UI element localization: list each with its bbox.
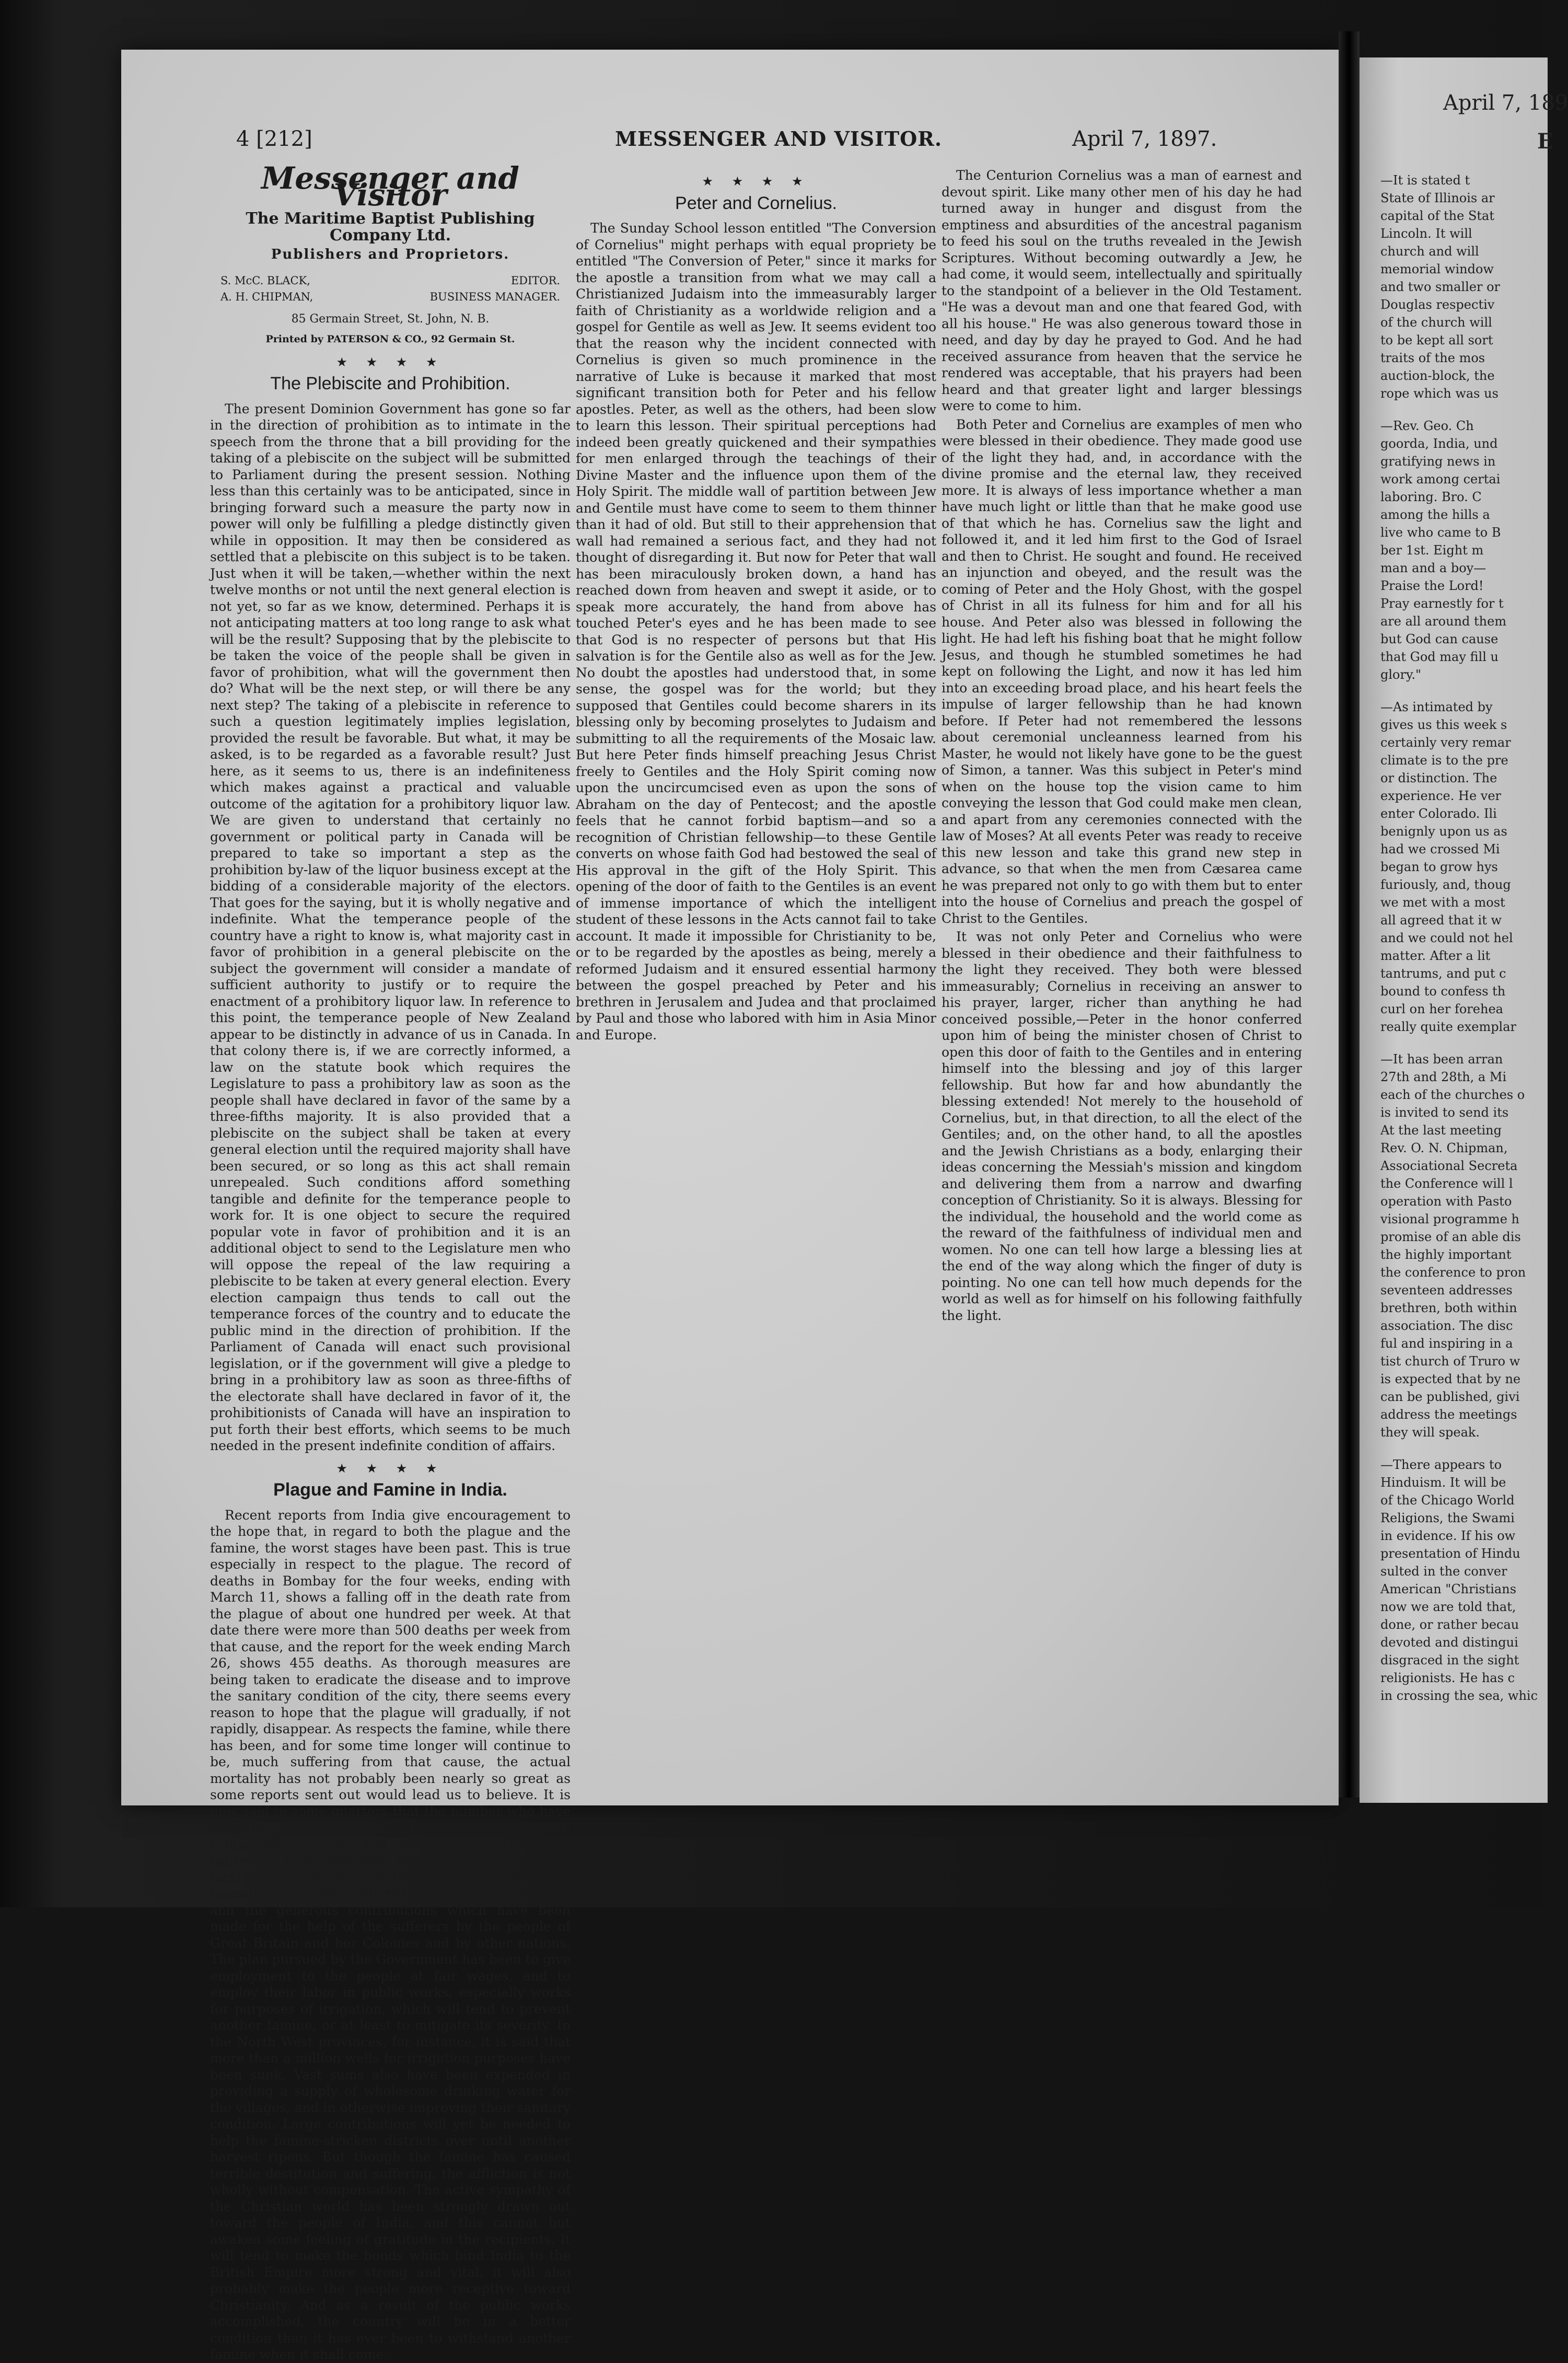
facing-page-line: disgraced in the sight [1380, 1653, 1519, 1667]
facing-page-line: address the meetings [1380, 1407, 1517, 1422]
facing-page-line: man and a boy— [1380, 561, 1486, 575]
facing-page-line: religionists. He has c [1380, 1671, 1515, 1685]
facing-page-line: began to grow hys [1380, 860, 1498, 874]
facing-page-line: visional programme h [1380, 1212, 1519, 1226]
article-paragraph: It was not only Peter and Cornelius who were blessed in their obedience and their faithfulness to the light they received. They both were blessed immeasurably; Cornelius in receiving an answer to his prayer, larger, richer than anything he had conceived possible,—Peter in the honor conferred upon him of being the minister chosen of Christ to open this door of faith to the Gentiles and in entering himself into the blessing and joy of this larger fellowship. But how far and how abundantly the blessing extended! Not merely to the household of Cornelius, but, in that direction, to all the elect of the Gentiles; and, on the other hand, to all the apostles and the Jewish Christians as a body, enlarging their ideas concerning the Messiah's mission and kingdom and delivering them from a narrow and dwarfing conception of Christianity. So it is always. Blessing for the individual, the household and the world come as the reward of the faithfulness of individual men and women. No one can tell how large a blessing lies at the end of the way along which the finger of duty is pointing. No one can tell how much depends for the world as well as for himself on his following faithfully the light. [942, 929, 1302, 1323]
facing-page-line: ber 1st. Eight m [1380, 543, 1484, 558]
staff-name: S. McC. BLACK, [220, 274, 310, 287]
facing-page-line: had we crossed Mi [1380, 842, 1500, 856]
facing-page-line: in crossing the sea, whic [1380, 1688, 1538, 1703]
facing-page-heading-initial: E [1537, 129, 1553, 154]
facing-page-line: 27th and 28th, a Mi [1380, 1070, 1507, 1084]
article-paragraph: Both Peter and Cornelius are examples of men who were blessed in their obedience. They made good use of the light they had, and, in accordance with the divine promise and the eternal law, they received more. It is always of less importance whether a man have much light or little than that he make good use of that which he has. Cornelius saw the light and followed it, and it led him first to the God of Israel and then to Christ. He sought and found. He received an injunction and obeyed, and the result was the coming of Peter and the Holy Ghost, with the gospel of Christ in all its fulness for him and for all his house. And Peter also was blessed in following the light. He had left his fishing boat that he might follow Jesus, and though he stumbled sometimes he had kept on following the Light, and now it has led him into an exceeding broad place, and his heart feels the impulse of larger fellowship than he had known before. If Peter had not remembered the lessons about ceremonial uncleanness learned from his Master, he would not likely have gone to be the guest of Simon, a tanner. Was this subject in Peter's mind when on the house top the vision came to him conveying the lesson that God could make men clean, and apart from any ceremonies connected with the law of Moses? At all events Peter was ready to receive this new lesson and take this grand new step in advance, so that when the men from Cæsarea came he was prepared not only to go with them but to enter into the house of Cornelius and preach the gospel of Christ to the Gentiles. [942, 416, 1302, 926]
facing-page-line: church and will [1380, 244, 1479, 259]
facing-page-line: or distinction. The [1380, 771, 1497, 785]
facing-page-line: benignly upon us as [1380, 824, 1507, 839]
page-header [121, 127, 1339, 164]
facing-page-line: can be published, givi [1380, 1389, 1520, 1404]
facing-page-line: gratifying news in [1380, 454, 1496, 469]
masthead-printer: Printed by PATERSON & CO., 92 Germain St. [265, 333, 515, 345]
column-2 [576, 167, 936, 1766]
facing-page-line: live who came to B [1380, 525, 1501, 540]
facing-page-line: Hinduism. It will be [1380, 1475, 1506, 1490]
facing-page-line: that God may fill u [1380, 650, 1499, 664]
facing-page-line: to be kept all sort [1380, 333, 1493, 348]
masthead-title: Messenger and Visitor [261, 160, 519, 213]
facing-page-line [1380, 402, 1548, 417]
masthead-company: The Maritime Baptist Publishing Company Ltd. [246, 210, 535, 245]
article-paragraph: The Sunday School lesson entitled "The Conversion of Cornelius" might perhaps with equal propriety be entitled "The Conversion of Peter," since it marks for the apostle a transition from what we may call a Christianized Judaism into the immeasurably larger faith of Christianity as a worldwide religion and a gospel for Gentile as well as Jew. It seems evident too that the reason why the incident connected with Cornelius is given so much prominence in the narrative of Luke is because it marked that most significant transition both for Peter and his fellow apostles. Peter, as well as the others, had been slow to learn this lesson. Their spiritual perceptions had indeed been greatly quickened and their sympathies for men enlarged through the teachings of their Divine Master and the influence upon them of the Holy Spirit. The middle wall of partition between Jew and Gentile must have come to seem to them thinner than it had of old. But still to their apprehension that wall had remained a serious fact, and they had not thought of disregarding it. But now for Peter that wall has been miraculously broken down, a hand has reached down from heaven and swept it aside, or to speak more accurately, the hand from above has touched Peter's eyes and he has been made to see that God is no respecter of persons but that His salvation is for the Gentile also as well as for the Jew. No doubt the apostles had understood that, in some sense, the gospel was for the world; but they supposed that Gentiles could become sharers in its blessing only by becoming proselytes to Judaism and submitting to all the requirements of the Mosaic law. But here Peter finds himself preaching Jesus Christ freely to Gentiles and the Holy Spirit coming now upon the uncircumcised even as upon the sons of Abraham on the day of Pentecost; and the apostle feels that he cannot forbid baptism—and so a recognition of Christian fellowship—to these Gentile converts on whose faith God had bestowed the seal of His approval in the gift of the Holy Spirit. This opening of the door of faith to the Gentiles is an event of immense importance of which the intelligent student of these lessons in the Acts cannot fail to take account. It made it impossible for Christianity to be, or to be regarded by the apostles as being, merely a reformed Judaism and it ensured essential harmony between the gospel preached by Peter and his brethren in Jerusalem and Judea and that proclaimed by Paul and those who labored with him in Asia Minor and Europe. [576, 221, 936, 1042]
column-1 [210, 160, 571, 2362]
facing-page-line: tantrums, and put c [1380, 966, 1506, 981]
facing-page-line: and two smaller or [1380, 280, 1500, 294]
separator-stars: ★ ★ ★ ★ [702, 174, 810, 189]
facing-page-line: matter. After a lit [1380, 948, 1491, 963]
facing-page-line: but God can cause [1380, 632, 1499, 646]
facing-page-line: now we are told that, [1380, 1600, 1516, 1614]
facing-page-line: bound to confess th [1380, 984, 1506, 999]
facing-page-line: and we could not hel [1380, 931, 1513, 945]
facing-page-line: all agreed that it w [1380, 913, 1502, 928]
facing-page-line [1380, 1036, 1548, 1050]
facing-page-line: climate is to the pre [1380, 753, 1508, 768]
facing-page-line: enter Colorado. Ili [1380, 806, 1497, 821]
facing-page-line: of the church will [1380, 315, 1492, 330]
facing-page-line: Douglas respectiv [1380, 297, 1495, 312]
facing-page-date: April 7, 189 [1443, 91, 1568, 115]
article-heading: The Plebiscite and Prohibition. [270, 374, 510, 393]
facing-page-line: —As intimated by [1380, 700, 1493, 714]
facing-page-line: ful and inspiring in a [1380, 1336, 1513, 1351]
staff-role: EDITOR. [510, 274, 560, 287]
staff-manager [210, 289, 571, 306]
newspaper-page [121, 50, 1339, 2362]
facing-page [1360, 57, 1568, 1803]
staff-editor [210, 273, 571, 289]
facing-page-text [1360, 57, 1568, 1705]
article-heading: Peter and Cornelius. [675, 193, 837, 213]
facing-page-line: is invited to send its [1380, 1105, 1509, 1120]
facing-page-line: capital of the Stat [1380, 209, 1494, 223]
article-paragraph: The Centurion Cornelius was a man of earnest and devout spirit. Like many other men of his day he had turned away in hunger and disgust from the emptiness and absurdities of the ancestral paganism to feed his soul on the truths revealed in the Jewish Scriptures. Without becoming outwardly a Jew, he had come, it would seem, intellectually and spiritually to the standpoint of a believer in the Old Testament. "He was a devout man and one that feared God, with all his house." He was also generous toward those in need, and day by day he prayed to God. And he had received assurance from heaven that the service he rendered was acceptable, that his prayers had been heard and that greater light and larger blessings were to come to him. [942, 168, 1302, 413]
facing-page-line: work among certai [1380, 472, 1501, 487]
facing-page-line: Associational Secreta [1380, 1159, 1518, 1173]
facing-page-line: promise of an able dis [1380, 1230, 1521, 1244]
facing-page-line: in evidence. If his ow [1380, 1528, 1516, 1543]
facing-page-line: traits of the mos [1380, 351, 1485, 365]
facing-page-line: really quite exemplar [1380, 1020, 1517, 1034]
issue-date: April 7, 1897. [1072, 127, 1217, 151]
facing-page-line: done, or rather becau [1380, 1617, 1519, 1632]
facing-page-line: certainly very remar [1380, 735, 1511, 750]
facing-page-line: American "Christians [1380, 1582, 1517, 1596]
facing-page-line [1380, 1441, 1548, 1456]
facing-page-line: laboring. Bro. C [1380, 490, 1482, 504]
facing-page-line: brethren, both within [1380, 1301, 1517, 1315]
facing-page-line: tist church of Truro w [1380, 1354, 1520, 1369]
facing-page-line: —There appears to [1380, 1457, 1502, 1472]
publication-title: MESSENGER AND VISITOR. [615, 127, 943, 150]
facing-page-line [1380, 684, 1548, 698]
facing-page-line: association. The disc [1380, 1318, 1513, 1333]
facing-page-line: —It has been arran [1380, 1052, 1503, 1067]
facing-page-line: we met with a most [1380, 895, 1505, 910]
masthead-proprietors: Publishers and Proprietors. [271, 247, 510, 262]
facing-page-line: glory." [1380, 667, 1421, 682]
separator-stars: ★ ★ ★ ★ [336, 354, 445, 369]
staff-role: BUSINESS MANAGER. [429, 291, 560, 303]
facing-page-line: furiously, and, thoug [1380, 877, 1511, 892]
facing-page-line: memorial window [1380, 262, 1494, 276]
facing-page-line: experience. He ver [1380, 789, 1502, 803]
facing-page-line: the conference to pron [1380, 1265, 1526, 1280]
facing-page-line: Lincoln. It will [1380, 226, 1472, 241]
column-3 [942, 167, 1302, 1766]
facing-page-line: —Rev. Geo. Ch [1380, 419, 1474, 433]
facing-page-line: devoted and distingui [1380, 1635, 1518, 1650]
facing-page-line: auction-block, the [1380, 368, 1495, 383]
facing-page-line: —It is stated t [1380, 173, 1470, 188]
facing-page-line: of the Chicago World [1380, 1493, 1515, 1508]
facing-page-line: rope which was us [1380, 386, 1499, 401]
facing-page-line: curl on her forehea [1380, 1002, 1503, 1016]
facing-page-line: Pray earnestly for t [1380, 596, 1504, 611]
facing-page-line: they will speak. [1380, 1425, 1480, 1440]
facing-page-line: the Conference will l [1380, 1176, 1513, 1191]
masthead [210, 160, 571, 348]
article-paragraph: Recent reports from India give encouragement to the hope that, in regard to both the plague and the famine, the worst stages have been past. This is true especially in respect to the plague. The record of deaths in Bombay for the four weeks, ending with March 11, shows a falling off in the death rate from the plague of about one hundred per week. At that date there were more than 500 deaths per week from that cause, and the report for the week ending March 26, shows 455 deaths. As thorough measures are being taken to eradicate the disease and to improve the sanitary condition of the city, there seems every reason to hope that the plague will gradually, if not rapidly, disappear. As respects the famine, while there has been, and for some time longer will continue to be, much suffering from that cause, the actual mortality has not probably been nearly so great as some reports sent out would lead us to believe. It is now said in some quarters that the number who have actually died because of famine has been comparatively small, and that mortality from that cause has now practically ceased. But if this is the fact, it is only because of the vigorous and effective measures of relief, undertaken by the Government, and the generous contributions which have been made for the help of the sufferers by the people of Great Britain and her Colonies and by other nations. The plan pursued by the Government has been to give employment to the people at fair wages, and to employ their labor in public works, especially works for purposes of irrigation, which will tend to prevent another famine, or at least to mitigate its severity. In the North West provinces, for instance, it is said that more than a million wells for irrigation purposes have been sunk. Vast sums also have been expended in providing a supply of wholesome drinking water for the villages, and in otherwise improving their sanitary condition. Large contributions will yet be needed to help the famine-stricken districts over until another harvest ripens. But though the famine has caused terrible destitution and suffering, the affliction is not wholly without compensation. The active sympathy of the Christian world has been strongly drawn out toward the people of India, and this cannot but awaken some feeling of gratitude in the recipients. It will tend to make the bonds which bind India to the British Empire more strong and vital, it will also probably make the people more receptive toward Christianity. And as a result of the public works accomplished, the country will be in a better condition than it has ever been to withstand another famine when it shall come. [210, 1507, 571, 2362]
facing-page-line: Religions, the Swami [1380, 1511, 1515, 1525]
facing-page-line: each of the churches o [1380, 1087, 1525, 1102]
facing-page-line: sulted in the conver [1380, 1564, 1507, 1579]
article-paragraph: The present Dominion Government has gone so far in the direction of prohibition as to intimate in the speech from the throne that a bill providing for the taking of a plebiscite on the subject will be submitted to Parliament during the present session. Nothing less than this certainly was to be anticipated, since in bringing forward such a measure the party now in power will only be fulfilling a pledge distinctly given while in opposition. It may then be considered as settled that a plebiscite on this subject is to be taken. Just when it will be taken,—whether within the next twelve months or not until the next general election is not yet, so far as we know, determined. Perhaps it is not anticipating matters at too long range to ask what will be the result? Supposing that by the plebiscite to be taken the voice of the people shall be given in favor of prohibition, what will the government then do? What will be the next step, or will there be any next step? The taking of a plebiscite in reference to such a question legitimately implies legislation, provided the result be favorable. But what, it may be asked, is to be regarded as a favorable result? Just here, as it seems to us, there is an indefiniteness which makes against a practical and valuable outcome of the agitation for a prohibitory liquor law. We are given to understand that certainly no government or political party in Canada will be prepared to take so important a step as the prohibition by-law of the liquor business except at the bidding of a considerable majority of the electors. That goes for the saying, but it is wholly negative and indefinite. What the temperance people of the country have a right to know is, what majority cast in favor of prohibition in a general plebiscite on the subject the government will consider a mandate of sufficient authority to justify or to require the enactment of a prohibitory liquor law. In reference to this point, the temperance people of New Zealand appear to be distinctly in advance of us in Canada. In that colony there is, if we are correctly informed, a law on the statute book which requires the Legislature to pass a prohibitory law as soon as the people shall have declared in favor of the same by a three-fifths majority. It is also provided that a plebiscite on the subject shall be taken at every general election until the required majority shall have been secured, or so long as this act shall remain unrepealed. Such conditions afford something tangible and definite for the temperance people to work for. It is one object to secure the required popular vote in favor of prohibition and it is an additional object to send to the Legislature men who will oppose the repeal of the law requiring a plebiscite to be taken at every general election. Every election campaign thus tends to call out the temperance forces of the country and to educate the public mind in the direction of prohibition. If the Parliament of Canada will enact such provisional legislation, or if the government will give a pledge to bring in a prohibitory law as soon as three-fifths of the electorate shall have declared in favor of it, the prohibitionists of Canada will have an inspiration to put forth their best efforts, which seems to be much needed in the present indefinite condition of affairs. [210, 401, 571, 1453]
facing-page-line: State of Illinois ar [1380, 191, 1495, 205]
facing-page-line: is expected that by ne [1380, 1372, 1521, 1386]
facing-page-line: the highly important [1380, 1247, 1512, 1262]
facing-page-line: gives us this week s [1380, 717, 1507, 732]
masthead-address: 85 Germain Street, St. John, N. B. [291, 312, 490, 326]
article-heading: Plague and Famine in India. [273, 1480, 507, 1500]
separator-stars: ★ ★ ★ ★ [336, 1461, 445, 1476]
facing-page-line: presentation of Hindu [1380, 1546, 1520, 1561]
facing-page-line: operation with Pasto [1380, 1194, 1512, 1209]
facing-page-line: Praise the Lord! [1380, 578, 1484, 593]
page-number: 4 [212] [236, 127, 312, 151]
staff-name: A. H. CHIPMAN, [220, 291, 313, 303]
facing-page-line: are all around them [1380, 614, 1507, 629]
facing-page-line: goorda, India, und [1380, 436, 1498, 451]
facing-page-line: Rev. O. N. Chipman, [1380, 1141, 1508, 1155]
facing-page-line: At the last meeting [1380, 1123, 1502, 1138]
facing-page-line: among the hills a [1380, 507, 1490, 522]
book-gutter [1339, 31, 1360, 1798]
facing-page-lines [1380, 171, 1548, 1705]
facing-page-line: seventeen addresses [1380, 1283, 1513, 1298]
